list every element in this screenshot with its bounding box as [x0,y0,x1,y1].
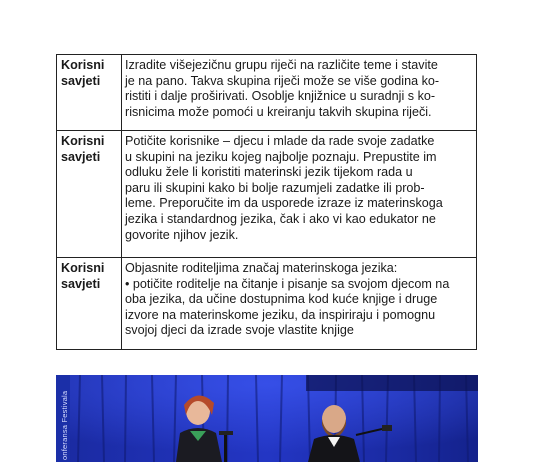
table-row [57,258,477,350]
label-line: savjeti [61,276,101,291]
text-line: • potičite roditelje na čitanje i pisanje sa svojom djecom na [125,276,450,291]
table-row [57,55,477,131]
text-line: ristiti i dalje proširivati. Osoblje knjižnice u suradnji s ko- [125,89,436,104]
row-label [57,258,122,350]
table-row [57,131,477,258]
label-line: savjeti [61,149,101,164]
text-line: jezika i standardnog jezika, čak i ako vi kao edukator ne [125,211,436,226]
text-line: u skupini na jeziku kojeg najbolje poznaju. Prepustite im [125,149,437,164]
text-line: odluku žele li koristiti materinski jezik tijekom rada u [125,165,413,180]
tips-table [56,54,477,350]
text-line: leme. Preporučite im da usporede izraze iz materinskoga [125,196,443,211]
stage-photo [56,375,478,462]
text-line: oba jezika, da učine dostupnima kod kuće knjige i druge [125,292,438,307]
label-line: Korisni [61,261,105,275]
label-line: savjeti [61,73,101,88]
stage-photo-image [56,375,478,462]
row-text [122,131,477,258]
text-line: govorite njihov jezik. [125,227,239,242]
text-line: svojoj djeci da izrade svoje vlastite knjige [125,323,354,338]
text-line: Objasnite roditeljima značaj materinskoga jezika: [125,261,398,275]
row-label [57,55,122,131]
row-text [122,258,477,350]
text-line: Izradite višejezičnu grupu riječi na različite teme i stavite [125,58,438,72]
text-line: izvore na materinskome jeziku, da inspiriraju i pomognu [125,307,436,322]
side-caption: onferansa Festivala [60,390,69,460]
text-line: Potičite korisnike – djecu i mlade da rade svoje zadatke [125,134,435,148]
text-line: je na pano. Takva skupina riječi može se više godina ko- [125,73,440,88]
row-label [57,131,122,258]
text-line: risnicima može pomoći u kreiranju takvih skupina riječi. [125,104,432,119]
text-line: paru ili skupini kako bi bolje razumjeli zadatke ili prob- [125,180,425,195]
label-line: Korisni [61,134,105,148]
label-line: Korisni [61,58,105,72]
row-text [122,55,477,131]
